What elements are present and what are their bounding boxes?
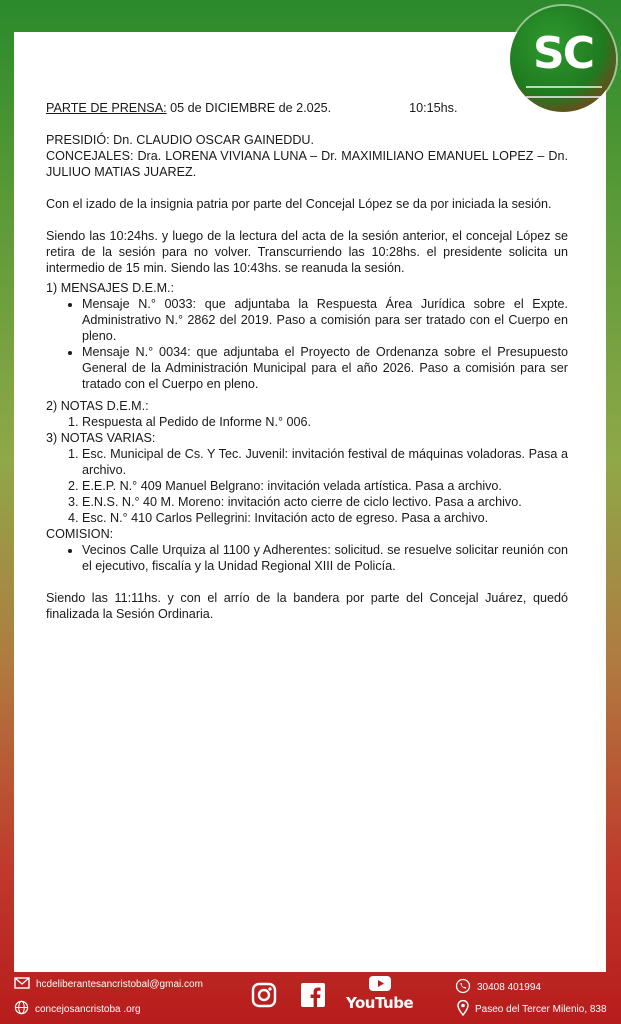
section-title-comision: COMISION: [46,527,114,541]
footer-web[interactable] [14,1000,141,1018]
notas-varias-list [46,446,568,526]
session-paragraph: Siendo las 10:24hs. y luego de la lectura del acta de la sesión anterior, el concejal López se retira de la sesión para no volver. Transcurriendo las 10:28hs. el presidente solicita un intermedio de 15 min. Siendo las 10:43hs. se reanuda la sesión. [46,229,568,275]
globe-icon [14,1000,29,1018]
youtube-icon [369,976,391,994]
mail-icon [14,977,30,992]
press-time: 10:15hs. [409,101,458,115]
notas-dem-list [46,414,568,430]
location-pin-icon [457,1000,469,1019]
whatsapp-icon [455,978,471,997]
list-item: 2. E.E.P. N.° 409 Manuel Belgrano: invitación velada artística. Pasa a archivo. [82,478,568,494]
councillors-line: CONCEJALES: Dra. LORENA VIVIANA LUNA – Dr. MAXIMILIANO EMANUEL LOPEZ – Dn. JULIUO MATIAS JUAREZ. [46,149,568,179]
web-text: concejosancristoba .org [35,1003,141,1015]
email-text: hcdeliberantesancristobal@gmai.com [36,979,203,990]
section-title-mensajes: 1) MENSAJES D.E.M.: [46,281,175,295]
list-item: 1. Esc. Municipal de Cs. Y Tec. Juvenil: invitación festival de máquinas voladoras. Pasa a archivo. [82,446,568,478]
instagram-link[interactable] [251,982,277,1010]
list-item: 4. Esc. N.° 410 Carlos Pellegrini: Invitación acto de egreso. Pasa a archivo. [82,510,568,526]
logo-text: SC [533,28,593,79]
list-item: 1. Respuesta al Pedido de Informe N.° 006. [82,414,568,430]
opening-paragraph: Con el izado de la insignia patria por parte del Concejal López se da por iniciada la sesión. [46,197,552,211]
section-title-notas-varias: 3) NOTAS VARIAS: [46,431,156,445]
header-line [46,100,568,116]
press-label: PARTE DE PRENSA: [46,101,167,115]
comision-list [46,542,568,574]
address-text: Paseo del Tercer Milenio, 838 [475,1004,607,1015]
instagram-icon [251,982,277,1011]
footer-phone[interactable] [455,978,541,997]
logo-tagline-lines [526,86,602,98]
list-item: 3. E.N.S. N.° 40 M. Moreno: invitación acto cierre de ciclo lectivo. Pasa a archivo. [82,494,568,510]
closing-paragraph: Siendo las 11:11hs. y con el arrío de la bandera por parte del Concejal Juárez, quedó finalizada la Sesión Ordinaria. [46,591,568,621]
footer-address [457,1000,607,1019]
press-release-body [46,100,568,638]
section-title-notas-dem: 2) NOTAS D.E.M.: [46,399,149,413]
mensajes-list [46,296,568,392]
facebook-icon [301,983,325,1010]
footer-email[interactable] [14,977,203,992]
list-item: • Mensaje N.° 0033: que adjuntaba la Respuesta Área Jurídica sobre el Expte. Administrativo N.° 2862 del 2019. Paso a comisión para ser tratado con el Cuerpo en pleno. [82,296,568,344]
president-line: PRESIDIÓ: Dn. CLAUDIO OSCAR GAINEDDU. [46,133,315,147]
youtube-label: YouTube [346,994,414,1012]
phone-text: 30408 401994 [477,982,541,993]
list-item: • Vecinos Calle Urquiza al 1100 y Adherentes: solicitud. se resuelve solicitar reunión con el ejecutivo, fiscalía y la Unidad Regional XIII de Policía. [82,542,568,574]
footer [0,972,621,1024]
youtube-link[interactable] [346,976,414,1012]
press-date: 05 de DICIEMBRE de 2.025. [166,101,332,115]
council-logo [510,6,616,112]
list-item: • Mensaje N.° 0034: que adjuntaba el Proyecto de Ordenanza sobre el Presupuesto General de la Administración Municipal para el año 2026. Paso a comisión para ser tratado con el Cuerpo en pleno. [82,344,568,392]
facebook-link[interactable] [301,982,325,1010]
